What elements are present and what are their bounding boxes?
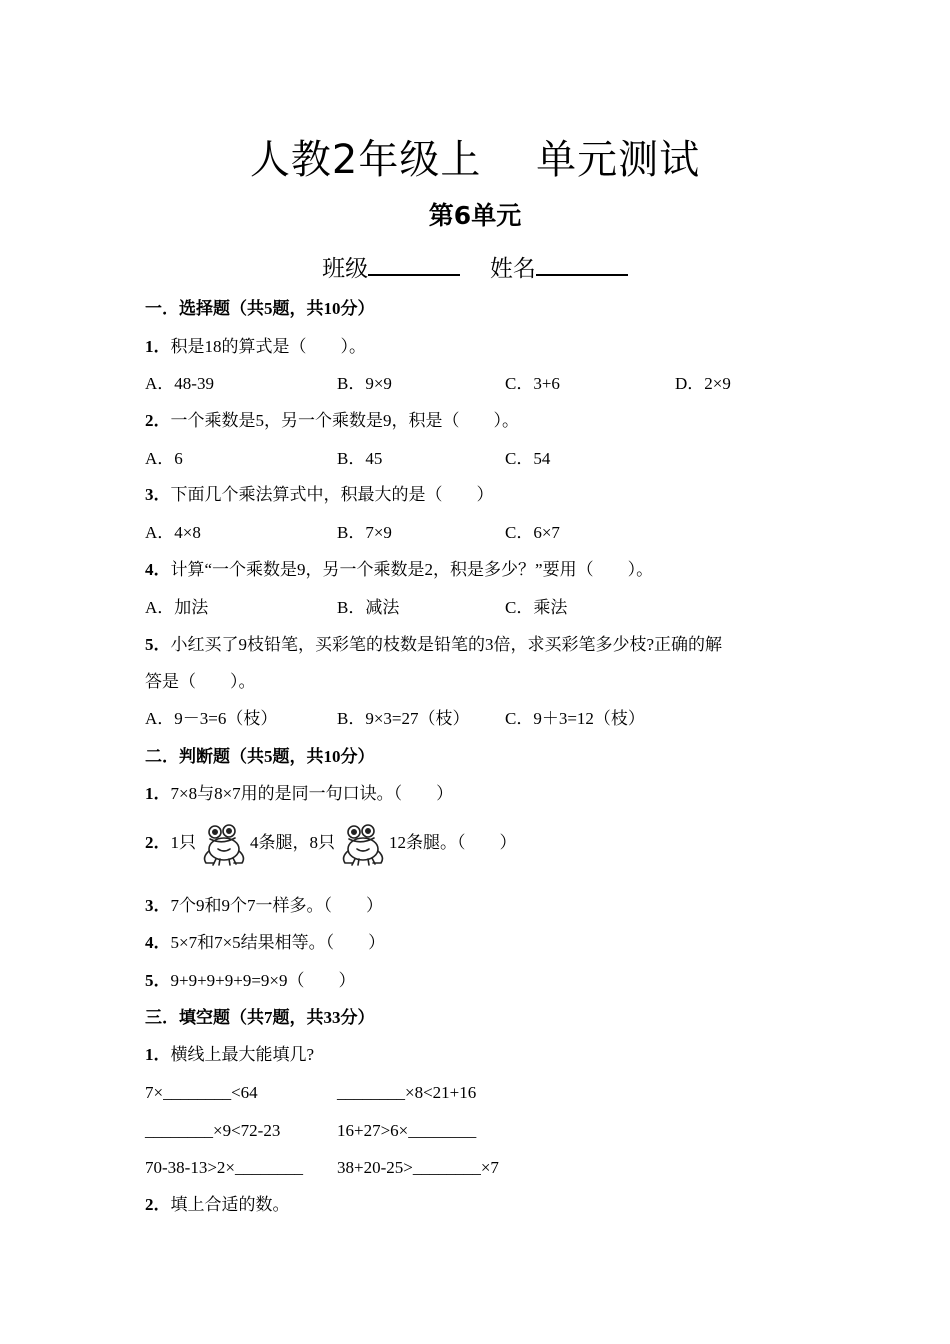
s1-q5	[145, 634, 722, 656]
s1-q5-option-a[interactable]: A．9－3=6（枝）	[145, 709, 278, 728]
s2-q2	[145, 820, 517, 867]
s1-q2	[145, 410, 519, 432]
s3-q1-num: 1．	[145, 1045, 171, 1064]
s1-q3-option-b[interactable]: B．7×9	[337, 523, 392, 542]
unit-subtitle: 第6单元	[428, 201, 522, 230]
s1-q2-num: 2．	[145, 411, 171, 430]
s2-q5	[145, 970, 356, 992]
s1-q5-option-b[interactable]: B．9×3=27（枝）	[337, 709, 470, 728]
s1-q1-option-c[interactable]: C．3+6	[505, 374, 560, 393]
s2-q1-text: 7×8与8×7用的是同一句口诀。（ ）	[170, 784, 454, 803]
name-blank[interactable]	[536, 252, 628, 276]
frog-icon	[337, 821, 387, 867]
s1-q1	[145, 336, 366, 358]
page-title: 人教2年级上 单元测试	[249, 137, 701, 183]
s1-q1-text: 积是18的算式是（ ）。	[170, 337, 366, 356]
s1-q4	[145, 559, 653, 581]
s1-q4-option-c[interactable]: C．乘法	[505, 598, 568, 617]
s2-q4-num: 4．	[145, 933, 171, 952]
s1-q5-num: 5．	[145, 635, 171, 654]
s1-q3-num: 3．	[145, 485, 171, 504]
s2-q4-text: 5×7和7×5结果相等。（ ）	[170, 933, 386, 952]
s1-q4-text: 计算“一个乘数是9，另一个乘数是2，积是多少？”要用（ ）。	[170, 560, 654, 579]
s3-q1-blank-1[interactable]: 7×________<64	[145, 1083, 258, 1102]
s2-q3-num: 3．	[145, 896, 171, 915]
s3-q2-num: 2．	[145, 1195, 171, 1214]
s3-q1-blank-5[interactable]: 70-38-13>2×________	[145, 1158, 303, 1177]
s3-q2-text: 填上合适的数。	[170, 1195, 290, 1214]
name-label: 姓名	[489, 256, 536, 281]
s3-q1	[145, 1044, 314, 1066]
section2-heading: 二．判断题（共5题，共10分）	[145, 747, 375, 766]
s2-q2-num: 2．	[145, 833, 171, 852]
s1-q5-text: 小红买了9枝铅笔，买彩笔的枝数是铅笔的3倍，求买彩笔多少枝?正确的解	[170, 635, 723, 654]
class-label: 班级	[322, 256, 369, 281]
s1-q3	[145, 484, 494, 506]
s3-q1-text: 横线上最大能填几?	[170, 1045, 315, 1064]
s1-q1-option-a[interactable]: A．48-39	[145, 374, 214, 393]
s2-q4	[145, 932, 385, 954]
s2-q5-text: 9+9+9+9+9=9×9（ ）	[170, 971, 356, 990]
frog-icon	[198, 821, 248, 867]
s1-q2-text: 一个乘数是5，另一个乘数是9，积是（ ）。	[170, 411, 519, 430]
s1-q4-option-b[interactable]: B．减法	[337, 598, 400, 617]
s2-q3	[145, 895, 383, 917]
s2-q2-part1: 1只	[170, 833, 196, 852]
section3-heading: 三．填空题（共7题，共33分）	[145, 1008, 375, 1027]
s3-q2	[145, 1194, 290, 1216]
s1-q2-option-b[interactable]: B．45	[337, 449, 383, 468]
s2-q3-text: 7个9和9个7一样多。（ ）	[170, 896, 383, 915]
s3-q1-blank-2[interactable]: ________×8<21+16	[337, 1083, 477, 1102]
s2-q1	[145, 783, 453, 805]
s2-q5-num: 5．	[145, 971, 171, 990]
s1-q2-option-c[interactable]: C．54	[505, 449, 551, 468]
s1-q3-option-c[interactable]: C．6×7	[505, 523, 560, 542]
s1-q5-text-continued: 答是（ ）。	[145, 672, 256, 691]
s1-q1-num: 1．	[145, 337, 171, 356]
s2-q1-num: 1．	[145, 784, 171, 803]
section1-heading: 一．选择题（共5题，共10分）	[145, 299, 375, 318]
s2-q2-part2: 4条腿，8只	[250, 833, 335, 852]
s3-q1-blank-3[interactable]: ________×9<72-23	[145, 1121, 281, 1140]
s1-q5-option-c[interactable]: C．9＋3=12（枝）	[505, 709, 645, 728]
s1-q3-text: 下面几个乘法算式中，积最大的是（ ）	[170, 485, 494, 504]
s1-q1-option-b[interactable]: B．9×9	[337, 374, 392, 393]
s2-q2-part3: 12条腿。（ ）	[389, 833, 517, 852]
s1-q4-option-a[interactable]: A．加法	[145, 598, 209, 617]
s3-q1-blank-6[interactable]: 38+20-25>________×7	[337, 1158, 499, 1177]
s1-q3-option-a[interactable]: A．4×8	[145, 523, 201, 542]
class-blank[interactable]	[368, 252, 460, 276]
s3-q1-blank-4[interactable]: 16+27>6×________	[337, 1121, 477, 1140]
s1-q2-option-a[interactable]: A．6	[145, 449, 183, 468]
s1-q4-num: 4．	[145, 560, 171, 579]
student-info	[0, 250, 950, 283]
s1-q1-option-d[interactable]: D．2×9	[675, 374, 731, 393]
